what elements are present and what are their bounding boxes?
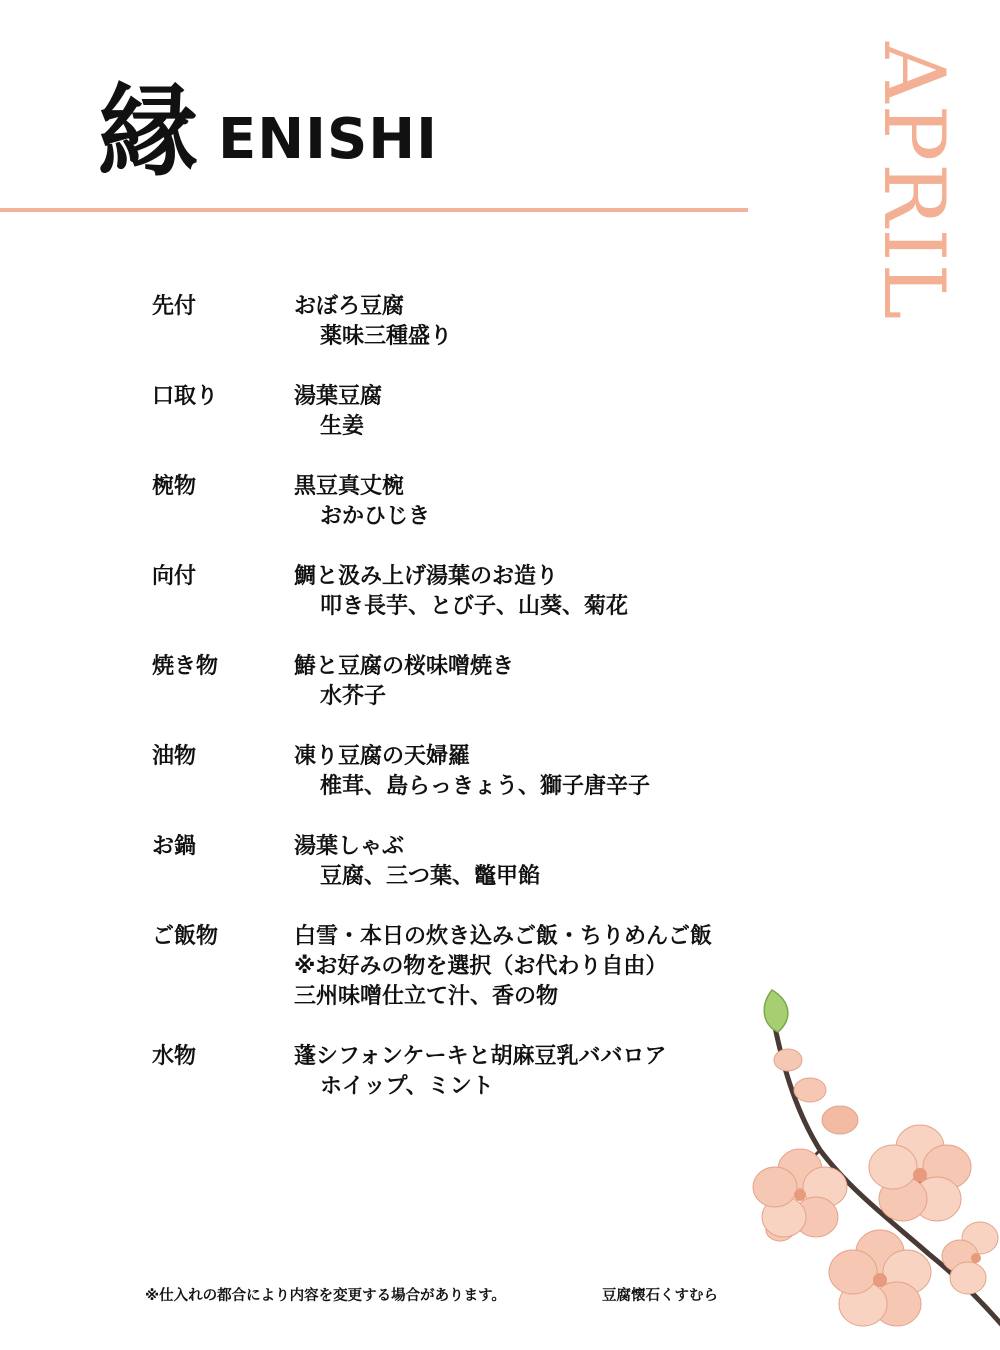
course-dishes [294, 472, 852, 532]
course-item [152, 562, 852, 622]
course-item [152, 652, 852, 712]
dish-accompaniment: おかひじき [320, 504, 431, 529]
course-dishes [294, 832, 852, 892]
month-label: APRIL [865, 42, 963, 322]
course-item [152, 472, 852, 532]
dish-line: 蓬シフォンケーキと胡麻豆乳ババロア [294, 1044, 667, 1069]
course-dishes [294, 562, 852, 622]
footer-note: ※仕入れの都合により内容を変更する場合があります。 [145, 1288, 506, 1304]
title-latin: ENISHI [218, 107, 438, 172]
course-dishes [294, 742, 852, 802]
dish-line: 白雪・本日の炊き込みご飯・ちりめんご飯 [294, 924, 713, 949]
course-dishes [294, 652, 852, 712]
dish-line: 鰆と豆腐の桜味噌焼き [294, 654, 515, 679]
dish-line: 凍り豆腐の天婦羅 [294, 744, 471, 769]
dish-accompaniment: 薬味三種盛り [320, 324, 453, 349]
course-item [152, 292, 852, 352]
course-item [152, 832, 852, 892]
dish-line: 三州味噌仕立て汁、香の物 [294, 984, 559, 1009]
course-name: お鍋 [152, 834, 197, 859]
course-name: ご飯物 [152, 924, 219, 949]
title-kanji: 縁 [98, 73, 198, 190]
course-name: 先付 [152, 294, 197, 319]
dish-accompaniment: 豆腐、三つ葉、鼈甲餡 [320, 864, 541, 889]
dish-accompaniment: 生姜 [320, 414, 365, 439]
course-item [152, 382, 852, 442]
course-item [152, 742, 852, 802]
dish-line: 湯葉しゃぶ [294, 834, 405, 859]
dish-line: 湯葉豆腐 [294, 384, 383, 409]
dish-line: おぼろ豆腐 [294, 294, 405, 319]
course-name: 油物 [152, 744, 197, 769]
course-name: 椀物 [152, 474, 197, 499]
course-name: 向付 [152, 564, 197, 589]
dish-accompaniment: 椎茸、島らっきょう、獅子唐辛子 [320, 774, 651, 799]
footer-shop-name: 豆腐懐石くすむら [602, 1288, 718, 1304]
dish-accompaniment: 叩き長芋、とび子、山葵、菊花 [320, 594, 629, 619]
course-name: 焼き物 [152, 654, 219, 679]
course-dishes [294, 292, 852, 352]
course-name: 水物 [152, 1044, 197, 1069]
dish-line: 鯛と汲み上げ湯葉のお造り [294, 564, 559, 589]
header-divider [0, 208, 748, 212]
course-dishes [294, 382, 852, 442]
dish-line: 黒豆真丈椀 [294, 474, 405, 499]
dish-accompaniment: ホイップ、ミント [320, 1074, 494, 1099]
dish-line: ※お好みの物を選択（お代わり自由） [294, 954, 668, 979]
course-name: 口取り [152, 384, 219, 409]
dish-accompaniment: 水芥子 [320, 684, 387, 709]
cherry-blossom-icon [740, 980, 1000, 1350]
